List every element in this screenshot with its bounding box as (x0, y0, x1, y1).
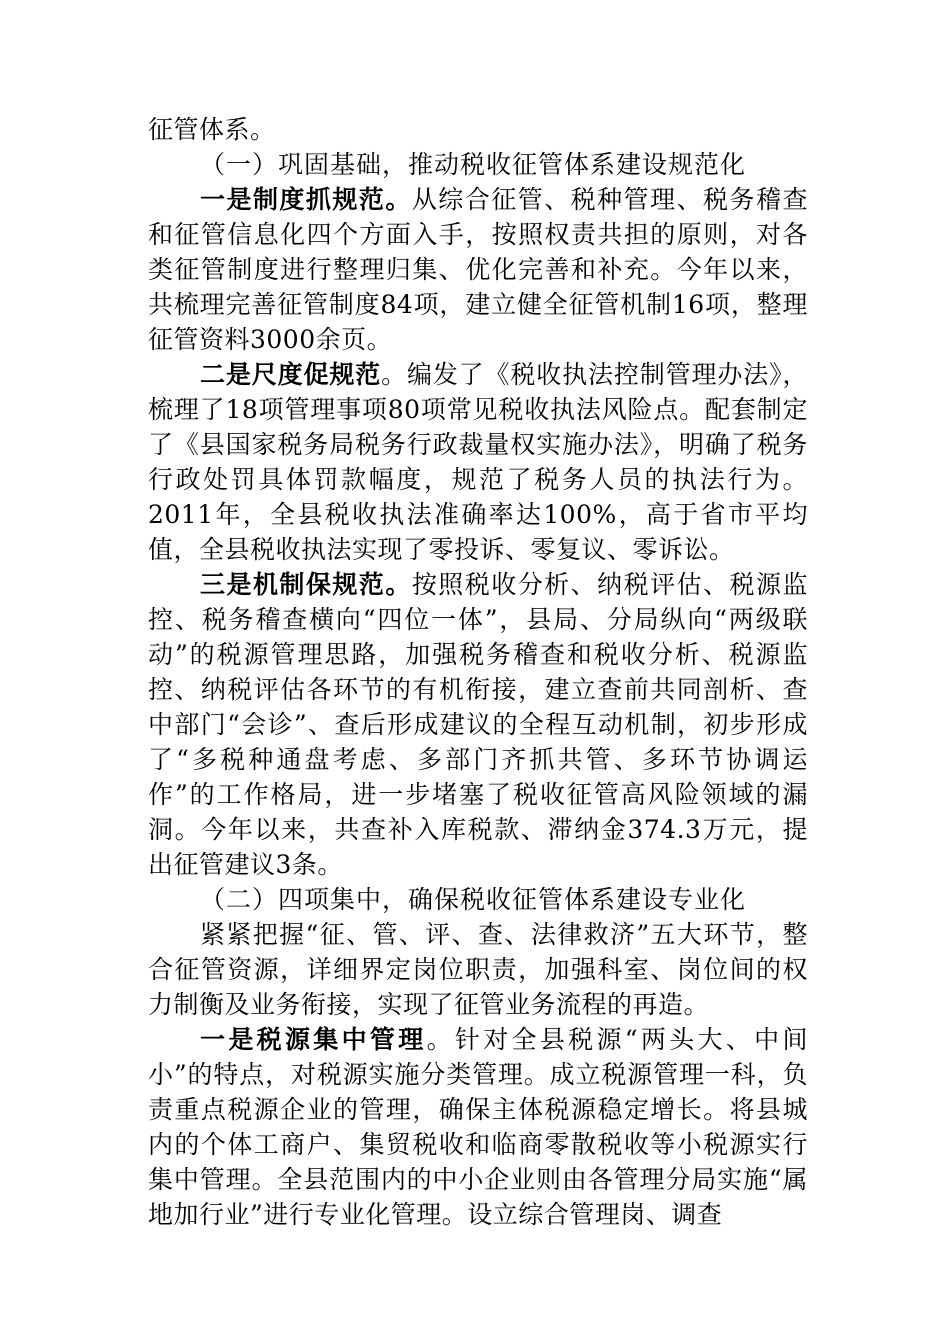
paragraph-lead: 二是尺度促规范 (200, 360, 382, 389)
paragraph-body: 按照税收分析、纳税评估、税源监控、税务稽查横向“四位一体”，县局、分局纵向“两级联动”的税源管理思路，加强税务稽查和税收分析、税源监控、纳税评估各环节的有机衔接，建立查前共同剖析、查中部门“会诊”、查后形成建议的全程互动机制，初步形成了“多税种通盘考虑、多部门齐抓共管、多环节协调运作”的工作格局，进一步堵塞了税收征管高风险领域的漏洞。今年以来，共查补入库税款、滞纳金374.3万元，提出征管建议3条。 (148, 570, 808, 879)
continuation-paragraph: 征管体系。 (148, 115, 276, 144)
paragraph-lead: 一是税源集中管理 (200, 1025, 427, 1054)
section-heading-2: （二）四项集中，确保税收征管体系建设专业化 (200, 885, 747, 914)
paragraph-body: 。针对全县税源“两头大、中间小”的特点，对税源实施分类管理。成立税源管理一科，负责重点税源企业的管理，确保主体税源稳定增长。将县城内的个体工商户、集贸税收和临商零散税收等小税源实行集中管理。全县范围内的中小企业则由各管理分局实施“属地加行业”进行专业化管理。设立综合管理岗、调查 (148, 1025, 808, 1229)
paragraph-lead: 一是制度抓规范。 (200, 185, 412, 214)
paragraph-body: 从综合征管、税种管理、税务稽查和征管信息化四个方面入手，按照权责共担的原则，对各类征管制度进行整理归集、优化完善和补充。今年以来，共梳理完善征管制度84项，建立健全征管机制16项，整理征管资料3000余页。 (148, 185, 808, 354)
paragraph-tax-source-management (148, 1022, 808, 1232)
section-heading-1: （一）巩固基础，推动税收征管体系建设规范化 (200, 150, 747, 179)
paragraph-scale-standardization (148, 357, 808, 567)
paragraph-system-standardization (148, 182, 808, 357)
paragraph-mechanism-standardization (148, 567, 808, 882)
paragraph-process-reengineering: 紧紧把握“征、管、评、查、法律救济”五大环节，整合征管资源，详细界定岗位职责，加强科室、岗位间的权力制衡及业务衔接，实现了征管业务流程的再造。 (148, 920, 808, 1019)
document-body (148, 112, 808, 1232)
paragraph-lead: 三是机制保规范。 (200, 570, 412, 599)
paragraph-body: 。编发了《税收执法控制管理办法》，梳理了18项管理事项80项常见税收执法风险点。配套制定了《县国家税务局税务行政裁量权实施办法》，明确了税务行政处罚具体罚款幅度，规范了税务人员的执法行为。2011年，全县税收执法准确率达100%，高于省市平均值，全县税收执法实现了零投诉、零复议、零诉讼。 (148, 360, 808, 564)
